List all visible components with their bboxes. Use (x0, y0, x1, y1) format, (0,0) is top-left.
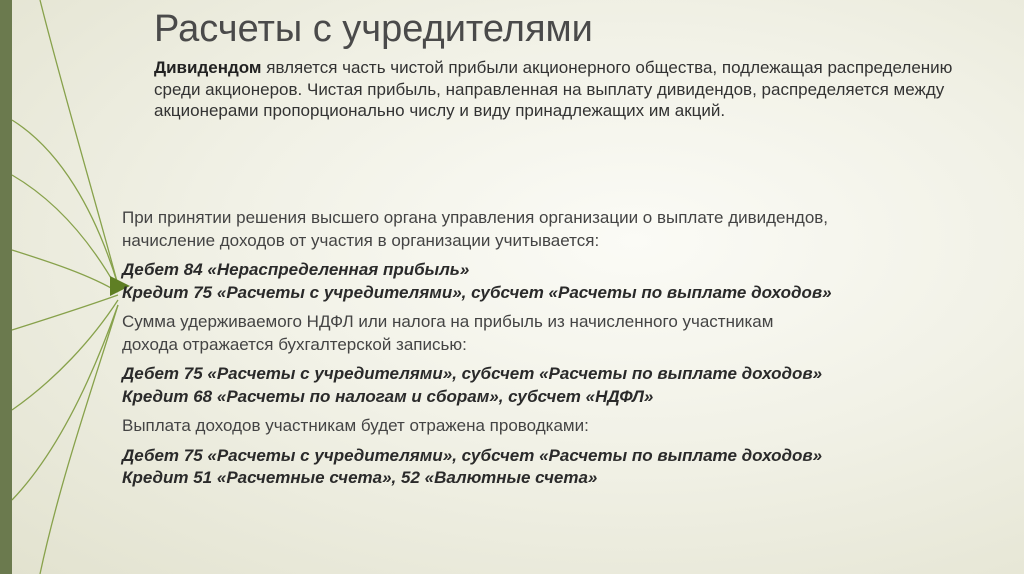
paragraph-3-line-1: Выплата доходов участникам будет отражена проводками: (122, 416, 589, 435)
paragraph-1-line-1: При принятии решения высшего органа управления организации о выплате дивидендов, (122, 208, 829, 227)
paragraph-2-line-2: дохода отражается бухгалтерской записью: (122, 334, 467, 354)
paragraph-2-line-1: Сумма удерживаемого НДФЛ или налога на прибыль из начисленного участникам (122, 312, 774, 331)
entry-3-credit: Кредит 51 «Расчетные счета», 52 «Валютные счета» (122, 468, 598, 487)
intro-term: Дивидендом (154, 58, 262, 77)
page-title: Расчеты с учредителями (154, 8, 593, 50)
content-body (122, 207, 1002, 490)
entry-3-debit: Дебет 75 «Расчеты с учредителями», субсчет «Расчеты по выплате доходов» (122, 445, 823, 465)
entry-1-debit: Дебет 84 «Нераспределенная прибыль» (122, 260, 470, 279)
intro-text: является часть чистой прибыли акционерного общества, подлежащая распределению среди акционеров. Чистая прибыль, направленная на выплату дивидендов, распределяется между акционерами пропорционально числу и виду принадлежащих им акций. (154, 58, 953, 120)
paragraph-1-line-2: начисление доходов от участия в организации учитывается: (122, 230, 600, 250)
intro-paragraph (154, 57, 984, 122)
entry-1-credit: Кредит 75 «Расчеты с учредителями», субсчет «Расчеты по выплате доходов» (122, 282, 832, 302)
entry-2-debit: Дебет 75 «Расчеты с учредителями», субсчет «Расчеты по выплате доходов» (122, 364, 823, 383)
entry-2-credit: Кредит 68 «Расчеты по налогам и сборам», субсчет «НДФЛ» (122, 386, 654, 406)
